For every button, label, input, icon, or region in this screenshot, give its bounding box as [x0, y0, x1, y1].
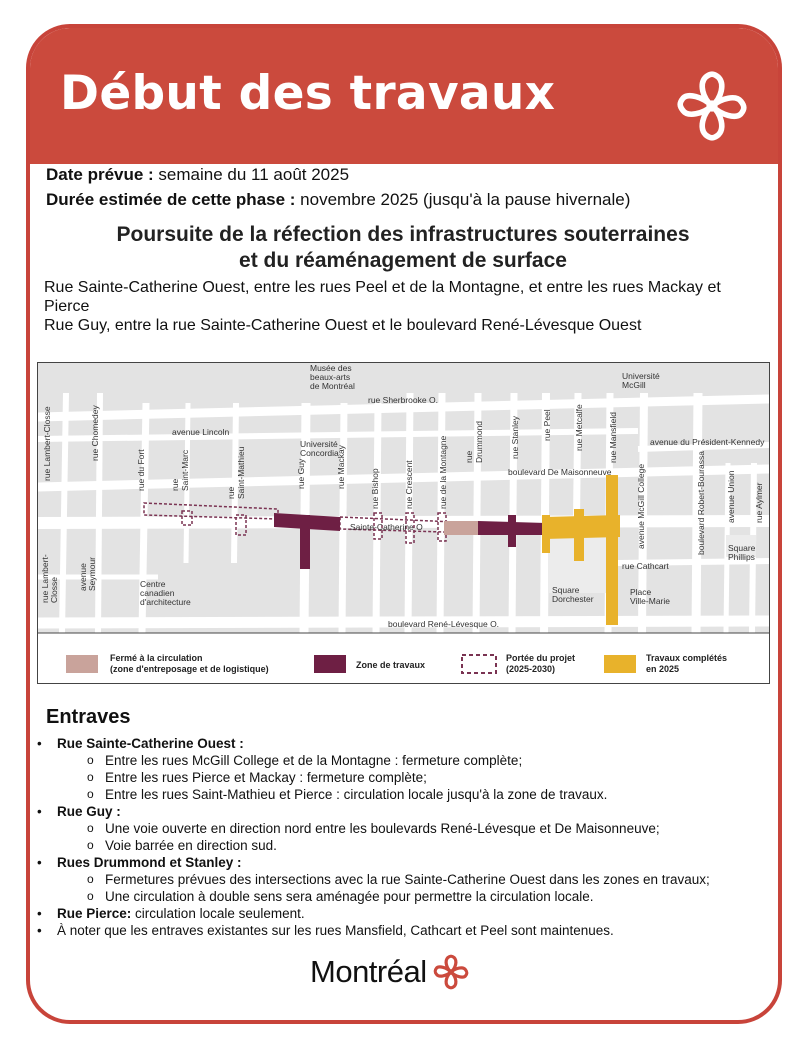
label-bishop: rue Bishop [370, 468, 380, 509]
restriction-subitem: o Entre les rues Pierce et Mackay : fermeture complète; [87, 769, 770, 786]
label-peel: rue Peel [542, 409, 552, 441]
planned-date [36, 162, 770, 187]
legend-completed-1: Travaux complétés [646, 653, 728, 663]
label-concordia-1: Université [300, 439, 338, 449]
work-zone-guy [300, 515, 310, 569]
label-saint-marc-1: rue [170, 478, 180, 491]
label-mackay: rue Mackay [336, 445, 346, 489]
label-maisonneuve: boulevard De Maisonneuve [508, 467, 612, 477]
legend-swatch-closed [66, 655, 98, 673]
map-canvas [38, 363, 769, 683]
label-drummond-1: rue [464, 450, 474, 463]
label-cca-2: canadien [140, 588, 175, 598]
restriction-subitem: o Voie barrée en direction sud. [87, 837, 770, 854]
closed-zone-storage [444, 521, 478, 535]
label-mcgill-2: McGill [622, 380, 646, 390]
label-lambert-closse-south-1: rue Lambert- [40, 554, 50, 603]
headline-line-1: Poursuite de la réfection des infrastructures souterraines [116, 223, 690, 246]
restriction-sublist [57, 871, 770, 905]
restriction-guy [36, 803, 770, 854]
label-guy: rue Guy [296, 458, 306, 489]
label-concordia-2: Concordia [300, 448, 339, 458]
label-drummond-2: Drummond [474, 420, 484, 463]
completed-zone-peel [542, 515, 550, 553]
project-headline [36, 222, 770, 274]
label-mansfield: rue Mansfield [608, 411, 618, 463]
duration-value: novembre 2025 (jusqu'à la pause hivernale) [295, 190, 631, 209]
restriction-drummond-stanley [36, 854, 770, 905]
restriction-subitem: o Entre les rues McGill College et de la Montagne : fermeture complète; [87, 752, 770, 769]
legend-scope-2: (2025-2030) [506, 664, 556, 674]
label-lambert-closse-south-2: Closse [49, 577, 59, 603]
restriction-subitem: o Fermetures prévues des intersections avec la rue Sainte-Catherine Ouest dans les zones en travaux; [87, 871, 770, 888]
label-cathcart: rue Cathcart [622, 561, 669, 571]
label-du-fort: rue du Fort [136, 449, 146, 491]
page-title: Début des travaux [60, 66, 556, 121]
restriction-pierce [36, 905, 770, 922]
streets-line-1: Rue Sainte-Catherine Ouest, entre les rues Peel et de la Montagne, et entre les rues Mackay et Pierce [44, 279, 721, 315]
header-banner [30, 28, 778, 164]
label-union: avenue Union [726, 470, 736, 523]
label-crescent: rue Crescent [404, 460, 414, 509]
label-square-dorchester-1: Square [552, 585, 580, 595]
label-square-phillips-2: Phillips [728, 552, 755, 562]
restriction-sublist [57, 820, 770, 854]
work-area-map [37, 362, 770, 684]
streets-line-2: Rue Guy, entre la rue Sainte-Catherine Ouest et le boulevard René-Lévesque Ouest [44, 317, 642, 334]
restriction-head: Rue Pierce: [57, 906, 132, 921]
label-chomedey: rue Chomedey [90, 405, 100, 461]
label-seymour-2: Seymour [87, 556, 97, 591]
restrictions-title: Entraves [46, 706, 131, 728]
restrictions-list [36, 735, 770, 939]
restriction-head: Rue Guy : [57, 804, 121, 819]
legend-completed-2: en 2025 [646, 664, 680, 674]
restrictions-section [36, 706, 770, 939]
label-seymour-1: avenue [78, 563, 88, 591]
label-saint-mathieu-2: Saint-Mathieu [236, 446, 246, 499]
affected-streets [36, 278, 770, 335]
label-musee-2: beaux-arts [310, 372, 351, 382]
label-rene-levesque: boulevard René-Lévesque O. [388, 619, 500, 629]
label-mcgill-1: Université [622, 371, 660, 381]
label-president-kennedy: avenue du Président-Kennedy [650, 437, 765, 447]
project-info [36, 162, 770, 342]
restriction-subitem: o Entre les rues Saint-Mathieu et Pierce : circulation locale jusqu'à la zone de travaux. [87, 786, 770, 803]
label-square-dorchester-2: Dorchester [552, 594, 594, 604]
label-ste-catherine: Sainte-Catherine O [350, 522, 423, 532]
label-cca-3: d'architecture [140, 597, 191, 607]
restriction-ste-catherine [36, 735, 770, 803]
label-saint-marc-2: Saint-Marc [180, 449, 190, 491]
label-aylmer: rue Aylmer [754, 482, 764, 523]
planned-date-label: Date prévue : [46, 165, 154, 184]
label-musee-3: de Montréal [310, 381, 355, 391]
montreal-logo [310, 952, 471, 992]
restriction-subitem: o Une circulation à double sens sera aménagée pour permettre la circulation locale. [87, 888, 770, 905]
restriction-head: Rue Sainte-Catherine Ouest : [57, 736, 244, 751]
label-lincoln: avenue Lincoln [172, 427, 230, 437]
legend-swatch-scope [462, 655, 496, 673]
montreal-rose-icon [670, 66, 754, 146]
planned-date-value: semaine du 11 août 2025 [153, 165, 350, 184]
legend-work-zone: Zone de travaux [356, 660, 426, 670]
estimated-duration [36, 187, 770, 212]
legend-closed-1: Fermé à la circulation [110, 653, 203, 663]
completed-zone-metcalfe [574, 509, 584, 561]
label-stanley: rue Stanley [510, 416, 520, 459]
label-place-ville-marie-2: Ville-Marie [630, 596, 670, 606]
label-saint-mathieu-1: rue [226, 486, 236, 499]
label-musee-1: Musée des [310, 363, 352, 373]
legend-closed-2: (zone d'entreposage et de logistique) [110, 664, 269, 674]
restriction-note [36, 922, 770, 939]
restriction-sublist [57, 752, 770, 803]
legend-swatch-work-zone [314, 655, 346, 673]
map-legend [66, 653, 727, 674]
label-montagne: rue de la Montagne [438, 435, 448, 509]
label-lambert-closse-north: rue Lambert-Closse [42, 406, 52, 481]
legend-swatch-completed [604, 655, 636, 673]
label-square-phillips-1: Square [728, 543, 756, 553]
label-place-ville-marie-1: Place [630, 587, 652, 597]
label-robert-bourassa: boulevard Robert-Bourassa [696, 451, 706, 555]
label-sherbrooke: rue Sherbrooke O. [368, 395, 438, 405]
label-metcalfe: rue Metcalfe [574, 404, 584, 451]
restriction-text: circulation locale seulement. [131, 906, 305, 921]
montreal-wordmark: Montréal [310, 954, 427, 989]
label-cca-1: Centre [140, 579, 166, 589]
work-zone-stanley [508, 515, 516, 547]
restriction-head: Rues Drummond et Stanley : [57, 855, 242, 870]
duration-label: Durée estimée de cette phase : [46, 190, 296, 209]
legend-scope-1: Portée du projet [506, 653, 576, 663]
headline-line-2: et du réaménagement de surface [239, 249, 567, 272]
completed-zone-mansfield [606, 475, 618, 625]
montreal-rose-icon [431, 952, 471, 992]
restriction-subitem: o Une voie ouverte en direction nord entre les boulevards René-Lévesque et De Maisonneuve; [87, 820, 770, 837]
restriction-text: À noter que les entraves existantes sur les rues Mansfield, Cathcart et Peel sont maintenues. [57, 923, 614, 938]
label-mcgill-college: avenue McGill College [636, 463, 646, 549]
